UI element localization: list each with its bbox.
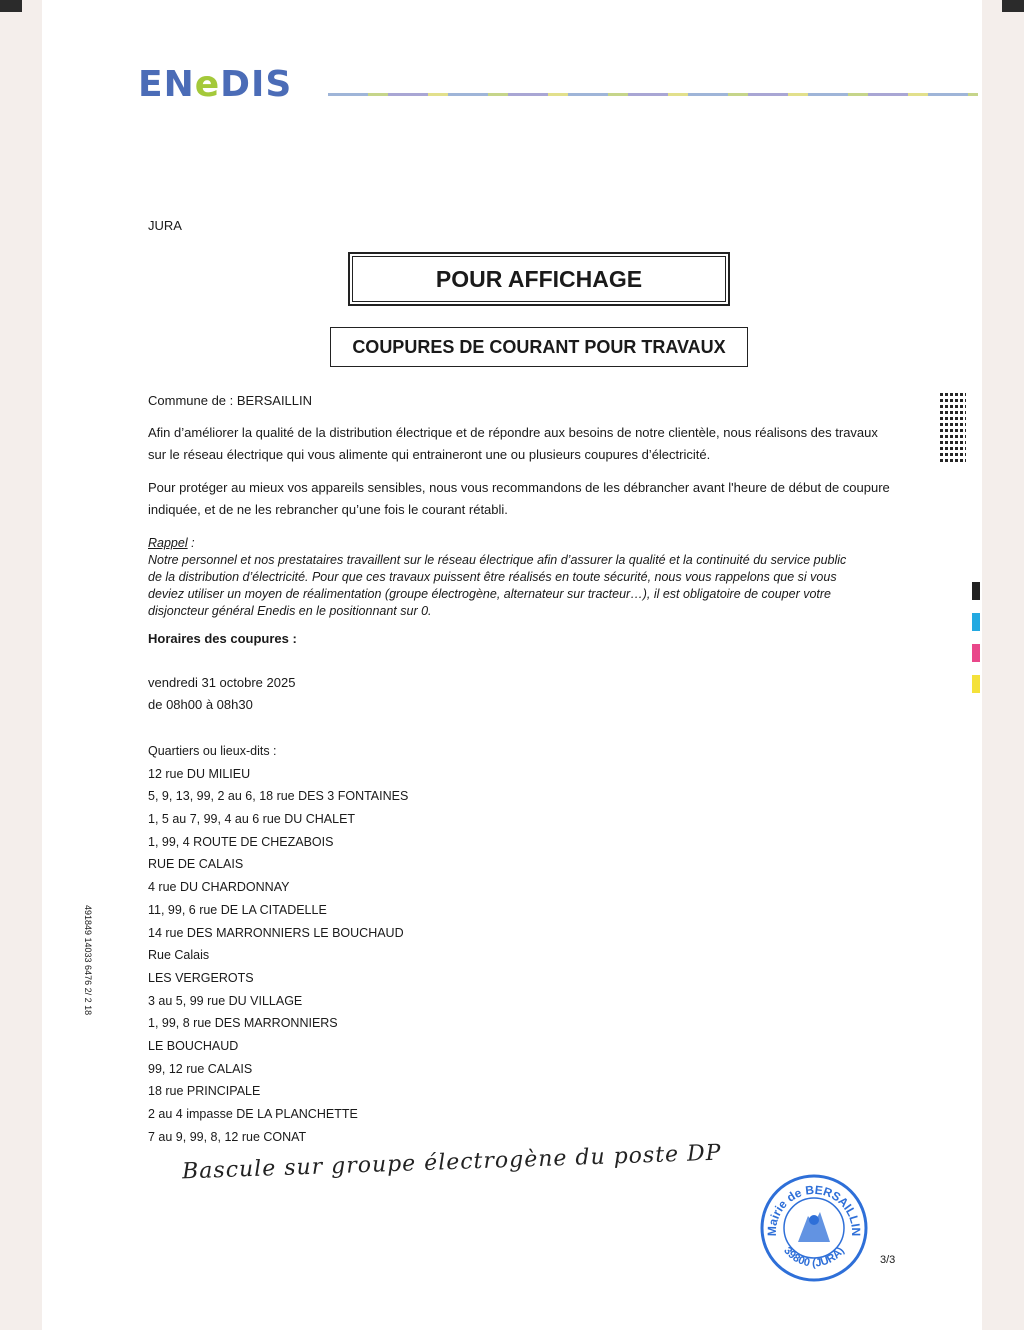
horaires-heading: Horaires des coupures :: [148, 631, 297, 646]
rappel-line: de la distribution d’électricité. Pour que ces travaux puissent être réalisés en toute sécurité, nous vous rappelons que si vous: [148, 570, 837, 584]
list-item: LES VERGEROTS: [148, 970, 254, 985]
rappel-line: Notre personnel et nos prestataires travaillent sur le réseau électrique afin d’assurer la qualité et la continuité du service public: [148, 553, 847, 567]
outage-date: vendredi 31 octobre 2025: [148, 675, 296, 690]
rappel-label-suffix: :: [187, 536, 195, 550]
list-item: 1, 5 au 7, 99, 4 au 6 rue DU CHALET: [148, 812, 356, 827]
quartiers-heading: Quartiers ou lieux-dits :: [148, 744, 277, 758]
datamatrix-code: [940, 390, 966, 462]
corner-mark-right: [1002, 0, 1024, 12]
print-mark-black: [972, 582, 980, 600]
list-item: 4 rue DU CHARDONNAY: [148, 880, 290, 895]
advice-paragraph: [148, 477, 908, 521]
list-item: 99, 12 rue CALAIS: [148, 1061, 253, 1076]
advice-line-1: Pour protéger au mieux vos appareils sensibles, nous vous recommandons de les débrancher avant l'heure de début de coupure: [148, 480, 890, 495]
list-item: 3 au 5, 99 rue DU VILLAGE: [148, 993, 303, 1008]
list-item: 7 au 9, 99, 8, 12 rue CONAT: [148, 1129, 307, 1144]
rappel-block: [148, 535, 908, 620]
list-item: 12 rue DU MILIEU: [148, 766, 251, 781]
title-pour-affichage: POUR AFFICHAGE: [348, 252, 730, 306]
list-item: 18 rue PRINCIPALE: [148, 1084, 261, 1099]
print-mark-cyan: [972, 613, 980, 631]
stamp-bottom-text: 39800 (JURA): [781, 1244, 847, 1270]
list-item: Rue Calais: [148, 948, 210, 963]
intro-line-1: Afin d’améliorer la qualité de la distribution électrique et de répondre aux besoins de notre clientèle, nous réalisons des travaux: [148, 425, 878, 440]
print-mark-magenta: [972, 644, 980, 662]
intro-paragraph: [148, 422, 908, 466]
advice-line-2: indiquée, et de ne les rebrancher qu’une fois le courant rétabli.: [148, 502, 508, 517]
rappel-line: disjoncteur général Enedis en le positionnant sur 0.: [148, 604, 432, 618]
outage-time: de 08h00 à 08h30: [148, 697, 253, 712]
corner-mark-left: [0, 0, 22, 12]
rappel-label: Rappel: [148, 536, 188, 550]
mairie-stamp: [758, 1172, 870, 1289]
logo-divider: [328, 93, 978, 96]
list-item: 1, 99, 8 rue DES MARRONNIERS: [148, 1016, 338, 1031]
rappel-line: deviez utiliser un moyen de réalimentation (groupe électrogène, alternateur sur tracteur…), il est obligatoire de couper votre: [148, 587, 832, 601]
enedis-logo: ENeDIS: [138, 64, 293, 105]
handwritten-note: Bascule sur groupe électrogène du poste DP: [181, 1140, 722, 1185]
print-mark-yellow: [972, 675, 980, 693]
title-coupures: COUPURES DE COURANT POUR TRAVAUX: [330, 327, 748, 367]
list-item: 11, 99, 6 rue DE LA CITADELLE: [148, 902, 327, 917]
list-item: RUE DE CALAIS: [148, 857, 244, 872]
commune-line: Commune de : BERSAILLIN: [148, 393, 313, 408]
page-number: 3/3: [880, 1254, 896, 1266]
side-reference-code: 491849 14033 6476 2/ 2 18: [83, 905, 93, 1016]
svg-text:39800 (JURA): [781, 1245, 847, 1270]
list-item: 14 rue DES MARRONNIERS LE BOUCHAUD: [148, 925, 404, 940]
list-item: 2 au 4 impasse DE LA PLANCHETTE: [148, 1107, 358, 1121]
list-item: 1, 99, 4 ROUTE DE CHEZABOIS: [148, 834, 334, 849]
department-label: JURA: [148, 218, 182, 233]
quartiers-list: [148, 740, 408, 1148]
stamp-top-text: Mairie de BERSAILLIN: [764, 1182, 864, 1237]
list-item: LE BOUCHAUD: [148, 1038, 239, 1053]
list-item: 5, 9, 13, 99, 2 au 6, 18 rue DES 3 FONTAINES: [148, 789, 409, 804]
intro-line-2: sur le réseau électrique qui vous alimente qui entraineront une ou plusieurs coupures d’électricité.: [148, 447, 711, 462]
